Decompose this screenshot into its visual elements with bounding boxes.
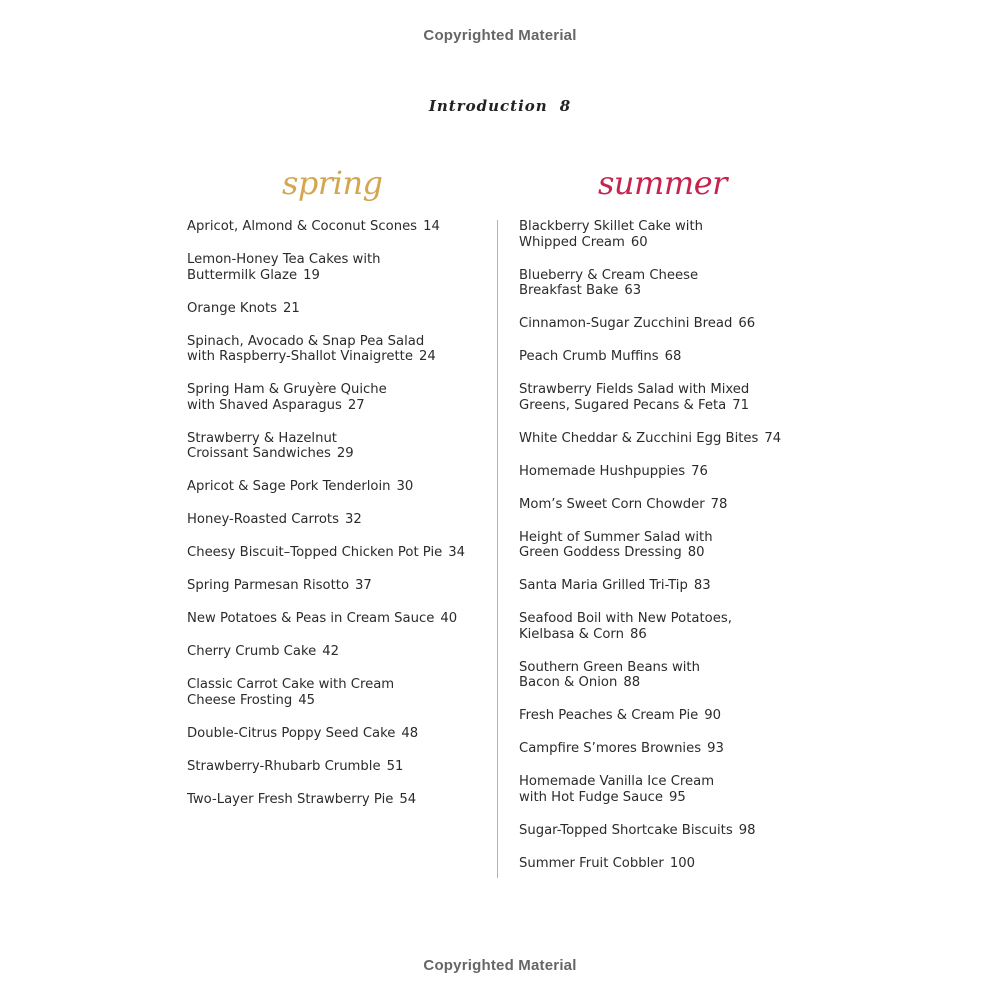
toc-entry[interactable] bbox=[187, 677, 492, 708]
toc-entry-title: Cheesy Biscuit–Topped Chicken Pot Pie bbox=[187, 545, 443, 560]
toc-entry-page: 14 bbox=[423, 219, 440, 234]
toc-entry-page: 71 bbox=[732, 397, 750, 413]
toc-entry-title: Summer Fruit Cobbler bbox=[519, 855, 664, 871]
toc-entry-page: 76 bbox=[691, 463, 708, 479]
toc-entry-title: New Potatoes & Peas in Cream Sauce bbox=[187, 611, 435, 626]
toc-entry-page: 19 bbox=[303, 267, 320, 283]
toc-entry-title: Spring Parmesan Risotto bbox=[187, 578, 350, 593]
toc-entry[interactable] bbox=[519, 530, 819, 561]
toc-entry[interactable] bbox=[187, 479, 492, 495]
toc-entry-title: Classic Carrot Cake with Cream Cheese Frosting bbox=[187, 677, 395, 708]
spring-heading: spring bbox=[282, 164, 383, 202]
toc-entry-title: Strawberry & Hazelnut Croissant Sandwiches bbox=[187, 430, 337, 461]
toc-entry[interactable] bbox=[187, 726, 492, 742]
toc-entry[interactable] bbox=[187, 334, 492, 365]
toc-entry[interactable] bbox=[519, 708, 819, 724]
toc-entry-page: 100 bbox=[669, 855, 695, 871]
toc-entry-title: Spring Ham & Gruyère Quiche with Shaved Asparagus bbox=[187, 382, 387, 413]
copyright-header: Copyrighted Material bbox=[423, 27, 577, 44]
intro-page: 8 bbox=[559, 97, 572, 115]
toc-entry[interactable] bbox=[187, 219, 492, 235]
toc-entry[interactable] bbox=[519, 660, 819, 691]
column-divider bbox=[497, 220, 498, 878]
toc-entry-title: Sugar-Topped Shortcake Biscuits bbox=[519, 822, 733, 838]
toc-entry[interactable] bbox=[519, 268, 819, 299]
intro-label: Introduction bbox=[428, 97, 548, 115]
toc-entry-title: Peach Crumb Muffins bbox=[519, 349, 659, 364]
toc-entry-page: 51 bbox=[386, 758, 404, 774]
toc-entry[interactable] bbox=[519, 316, 819, 332]
toc-entry-page: 24 bbox=[418, 349, 436, 364]
toc-entry-page: 34 bbox=[448, 545, 466, 560]
toc-entry-title: Cherry Crumb Cake bbox=[187, 644, 317, 659]
toc-entry-title: Orange Knots bbox=[187, 300, 278, 316]
toc-entry[interactable] bbox=[519, 578, 819, 594]
summer-heading: summer bbox=[598, 164, 727, 202]
toc-entry-page: 88 bbox=[623, 675, 641, 690]
toc-entry-page: 40 bbox=[440, 611, 458, 626]
toc-entry[interactable] bbox=[187, 382, 492, 413]
toc-entry-title: Spinach, Avocado & Snap Pea Salad with Raspberry-Shallot Vinaigrette bbox=[187, 333, 425, 364]
toc-entry-title: Apricot & Sage Pork Tenderloin bbox=[187, 479, 391, 494]
toc-entry-page: 93 bbox=[707, 741, 724, 756]
copyright-footer: Copyrighted Material bbox=[423, 957, 577, 974]
toc-entry-page: 30 bbox=[396, 479, 414, 494]
toc-entry-title: Two-Layer Fresh Strawberry Pie bbox=[187, 791, 394, 807]
toc-entry[interactable] bbox=[519, 741, 819, 757]
toc-entry-page: 45 bbox=[298, 692, 316, 708]
toc-entry[interactable] bbox=[519, 431, 819, 447]
toc-entry-page: 27 bbox=[347, 397, 365, 413]
toc-entry[interactable] bbox=[187, 512, 492, 528]
toc-entry-page: 68 bbox=[664, 349, 682, 364]
toc-entry-page: 42 bbox=[322, 644, 340, 659]
toc-entry[interactable] bbox=[519, 219, 819, 250]
toc-entry-page: 98 bbox=[738, 822, 756, 838]
toc-entry-title: Southern Green Beans with Bacon & Onion bbox=[519, 659, 700, 690]
toc-entry-page: 66 bbox=[738, 316, 756, 331]
toc-entry[interactable] bbox=[187, 301, 492, 317]
toc-entry-page: 90 bbox=[704, 708, 722, 723]
toc-entry-title: Cinnamon-Sugar Zucchini Bread bbox=[519, 316, 733, 331]
toc-entry-title: Double-Citrus Poppy Seed Cake bbox=[187, 725, 396, 741]
toc-entry[interactable] bbox=[519, 774, 819, 805]
toc-entry-title: Strawberry Fields Salad with Mixed Greens, Sugared Pecans & Feta bbox=[519, 382, 750, 413]
toc-entry[interactable] bbox=[187, 431, 492, 462]
toc-entry[interactable] bbox=[519, 382, 819, 413]
toc-entry-page: 29 bbox=[336, 446, 354, 461]
toc-entry-page: 37 bbox=[355, 578, 372, 593]
toc-entry[interactable] bbox=[187, 252, 492, 283]
toc-entry[interactable] bbox=[187, 545, 492, 561]
toc-entry[interactable] bbox=[519, 856, 819, 872]
toc-entry-title: Blueberry & Cream Cheese Breakfast Bake bbox=[519, 267, 699, 298]
summer-recipe-list bbox=[519, 219, 819, 889]
toc-entry-title: Lemon-Honey Tea Cakes with Buttermilk Glaze bbox=[187, 252, 381, 283]
toc-entry-title: Seafood Boil with New Potatoes, Kielbasa & Corn bbox=[519, 611, 732, 642]
toc-entry[interactable] bbox=[519, 464, 819, 480]
toc-entry-page: 63 bbox=[624, 283, 642, 298]
toc-entry[interactable] bbox=[187, 611, 492, 627]
toc-entry-page: 48 bbox=[401, 725, 419, 741]
intro-entry[interactable] bbox=[0, 97, 1000, 115]
toc-entry-page: 86 bbox=[630, 626, 647, 642]
toc-entry[interactable] bbox=[187, 578, 492, 594]
toc-entry-title: Santa Maria Grilled Tri-Tip bbox=[519, 578, 688, 593]
spring-recipe-list bbox=[187, 219, 492, 825]
toc-entry[interactable] bbox=[187, 759, 492, 775]
toc-entry-title: Homemade Hushpuppies bbox=[519, 463, 686, 479]
toc-entry-title: Honey-Roasted Carrots bbox=[187, 512, 339, 527]
toc-entry-page: 60 bbox=[630, 234, 648, 250]
toc-entry-page: 95 bbox=[668, 789, 686, 805]
toc-entry-title: Campfire S’mores Brownies bbox=[519, 741, 702, 756]
toc-entry-title: White Cheddar & Zucchini Egg Bites bbox=[519, 430, 759, 446]
toc-entry-page: 21 bbox=[283, 300, 300, 316]
toc-entry-page: 78 bbox=[710, 496, 728, 512]
toc-entry-title: Height of Summer Salad with Green Goddess Dressing bbox=[519, 529, 713, 560]
toc-entry-title: Strawberry-Rhubarb Crumble bbox=[187, 758, 381, 774]
toc-entry-title: Mom’s Sweet Corn Chowder bbox=[519, 496, 705, 512]
toc-entry-page: 80 bbox=[687, 545, 705, 560]
toc-entry-title: Apricot, Almond & Coconut Scones bbox=[187, 219, 418, 234]
toc-entry-page: 54 bbox=[399, 791, 417, 807]
toc-entry-page: 32 bbox=[344, 512, 362, 527]
toc-entry-title: Blackberry Skillet Cake with Whipped Cream bbox=[519, 219, 703, 250]
toc-entry-page: 83 bbox=[693, 578, 711, 593]
toc-entry-page: 74 bbox=[764, 430, 782, 446]
toc-entry-title: Fresh Peaches & Cream Pie bbox=[519, 708, 699, 723]
toc-entry-title: Homemade Vanilla Ice Cream with Hot Fudge Sauce bbox=[519, 774, 715, 805]
toc-entry[interactable] bbox=[187, 792, 492, 808]
toc-entry[interactable] bbox=[519, 497, 819, 513]
toc-entry[interactable] bbox=[519, 823, 819, 839]
toc-entry[interactable] bbox=[519, 611, 819, 642]
toc-entry[interactable] bbox=[187, 644, 492, 660]
toc-entry[interactable] bbox=[519, 349, 819, 365]
